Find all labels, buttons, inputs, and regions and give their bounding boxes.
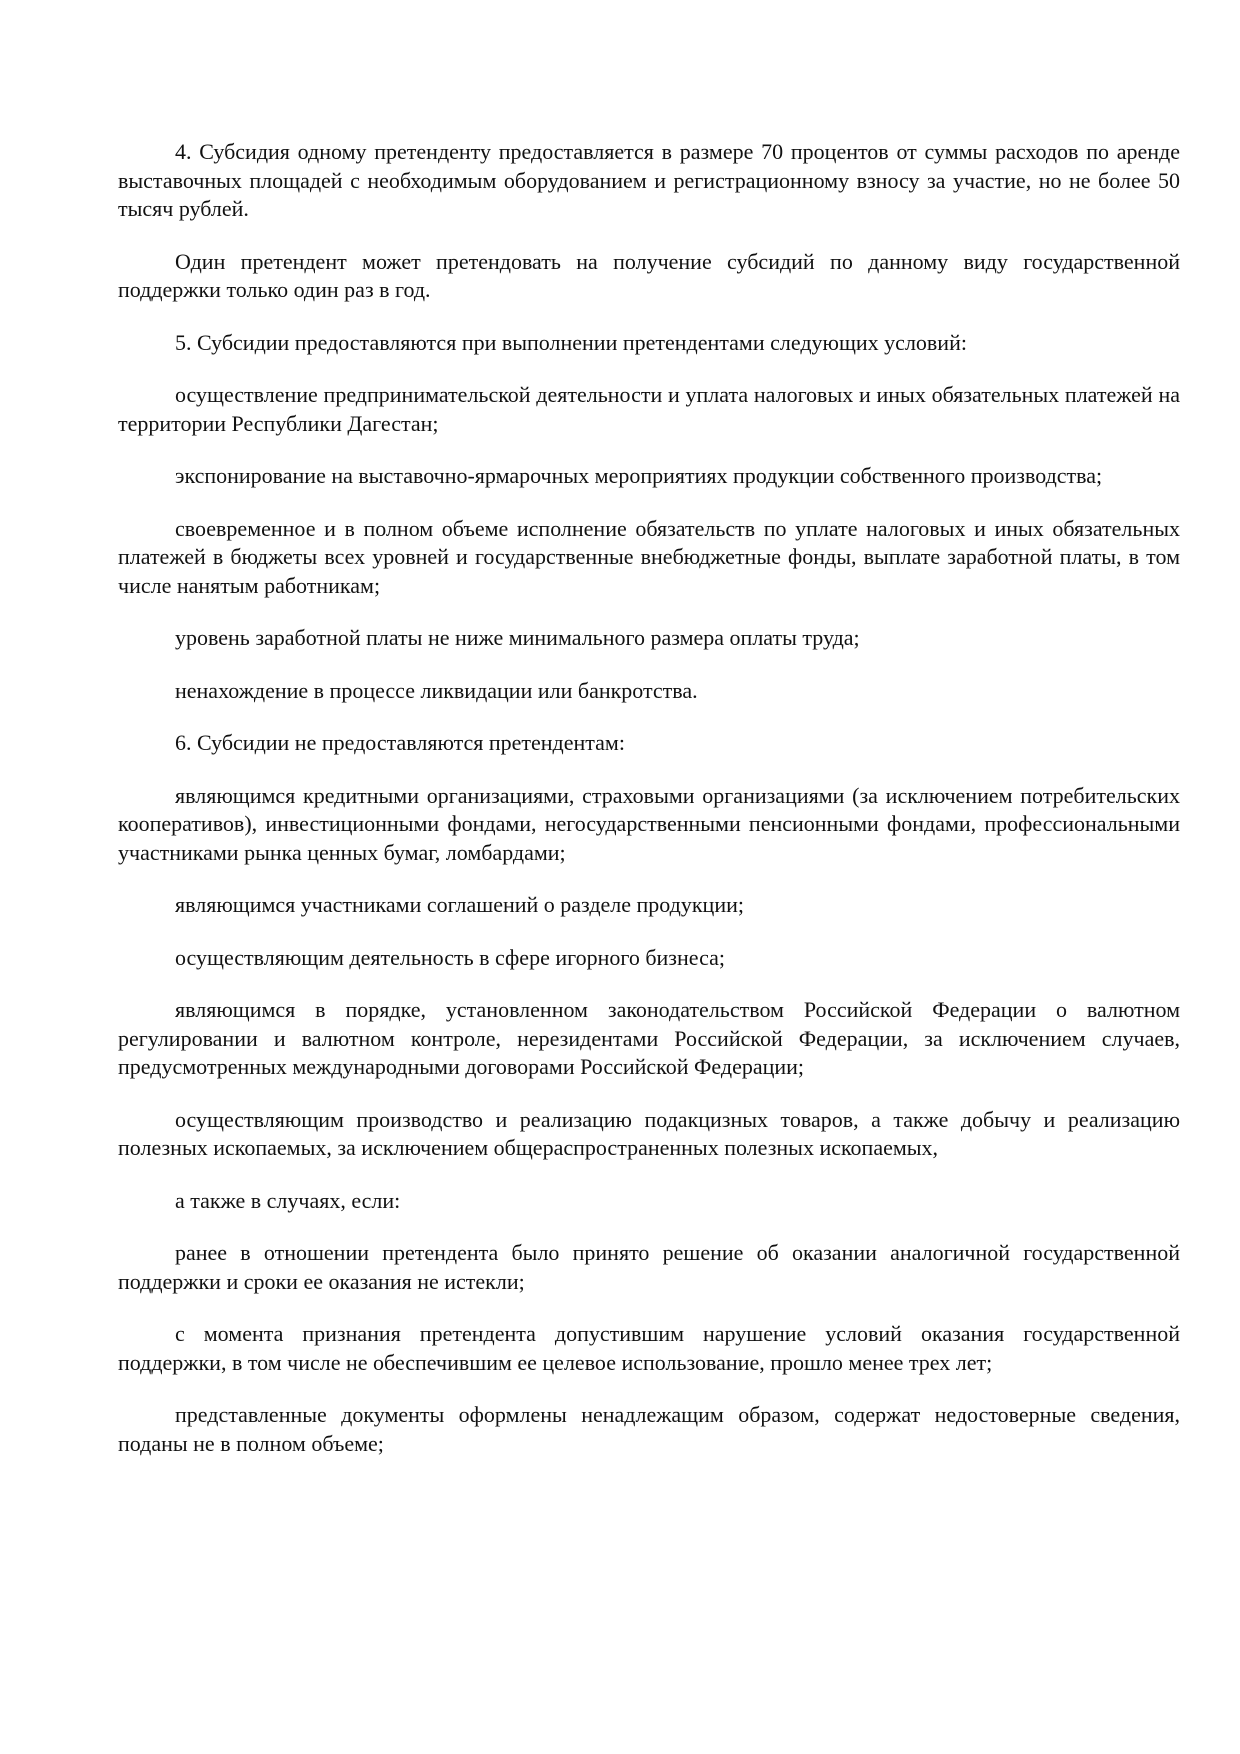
paragraph-conditions-heading: 5. Субсидии предоставляются при выполнении претендентами следующих условий: [175, 329, 967, 355]
paragraph-subsidy-amount: 4. Субсидия одному претенденту предоставляется в размере 70 процентов от суммы расходов по аренде выставочных площадей с необходимым оборудованием и регистрационному взносу за участие, но не более 50 тысяч рублей. [118, 139, 1180, 221]
paragraph-case-violation: с момента признания претендента допустившим нарушение условий оказания государственной поддержки, в том числе не обеспечившим ее целевое использование, прошло менее трех лет; [118, 1321, 1180, 1375]
paragraph-condition-no-liquidation: ненахождение в процессе ликвидации или банкротства. [175, 677, 698, 703]
paragraph-once-per-year: Один претендент может претендовать на получение субсидий по данному виду государственной поддержки только один раз в год. [118, 248, 1180, 302]
paragraph-exclusions-heading: 6. Субсидии не предоставляются претендентам: [175, 730, 625, 755]
paragraph-case-previous-support: ранее в отношении претендента было принято решение об оказании аналогичной государственной поддержки и сроки ее оказания не истекли; [118, 1240, 1180, 1294]
paragraph-condition-business-activity: осуществление предпринимательской деятельности и уплата налоговых и иных обязательных платежей на территории Республики Дагестан; [118, 382, 1180, 436]
paragraph-exclusion-gambling: осуществляющим деятельность в сфере игорного бизнеса; [175, 944, 725, 970]
paragraph-case-improper-documents: представленные документы оформлены ненадлежащим образом, содержат недостоверные сведения, поданы не в полном объеме; [118, 1402, 1180, 1456]
paragraph-exclusion-financial-orgs: являющимся кредитными организациями, страховыми организациями (за исключением потребительских кооперативов), инвестиционными фондами, негосударственными пенсионными фондами, профессиональными участниками рынка ценных бумаг, ломбардами; [118, 782, 1180, 865]
paragraph-condition-exhibiting: экспонирование на выставочно-ярмарочных мероприятиях продукции собственного производства; [175, 463, 1103, 488]
paragraph-condition-obligations: своевременное и в полном объеме исполнение обязательств по уплате налоговых и иных обязательных платежей в бюджеты всех уровней и государственные внебюджетные фонды, выплате заработной платы, в том числе нанятым работникам; [118, 515, 1180, 598]
document-page [118, 138, 1180, 1458]
paragraph-exclusion-excise-minerals: осуществляющим производство и реализацию подакцизных товаров, а также добычу и реализацию полезных ископаемых, за исключением общераспространенных полезных ископаемых, [118, 1106, 1180, 1160]
paragraph-cases-heading: а также в случаях, если: [175, 1187, 401, 1213]
paragraph-exclusion-nonresidents: являющимся в порядке, установленном законодательством Российской Федерации о валютном регулировании и валютном контроле, нерезидентами Российской Федерации, за исключением случаев, предусмотренных международными договорами Российской Федерации; [118, 997, 1180, 1079]
paragraph-condition-wage-level: уровень заработной платы не ниже минимального размера оплаты труда; [175, 625, 860, 650]
paragraph-exclusion-psa-participants: являющимся участниками соглашений о разделе продукции; [175, 892, 744, 917]
